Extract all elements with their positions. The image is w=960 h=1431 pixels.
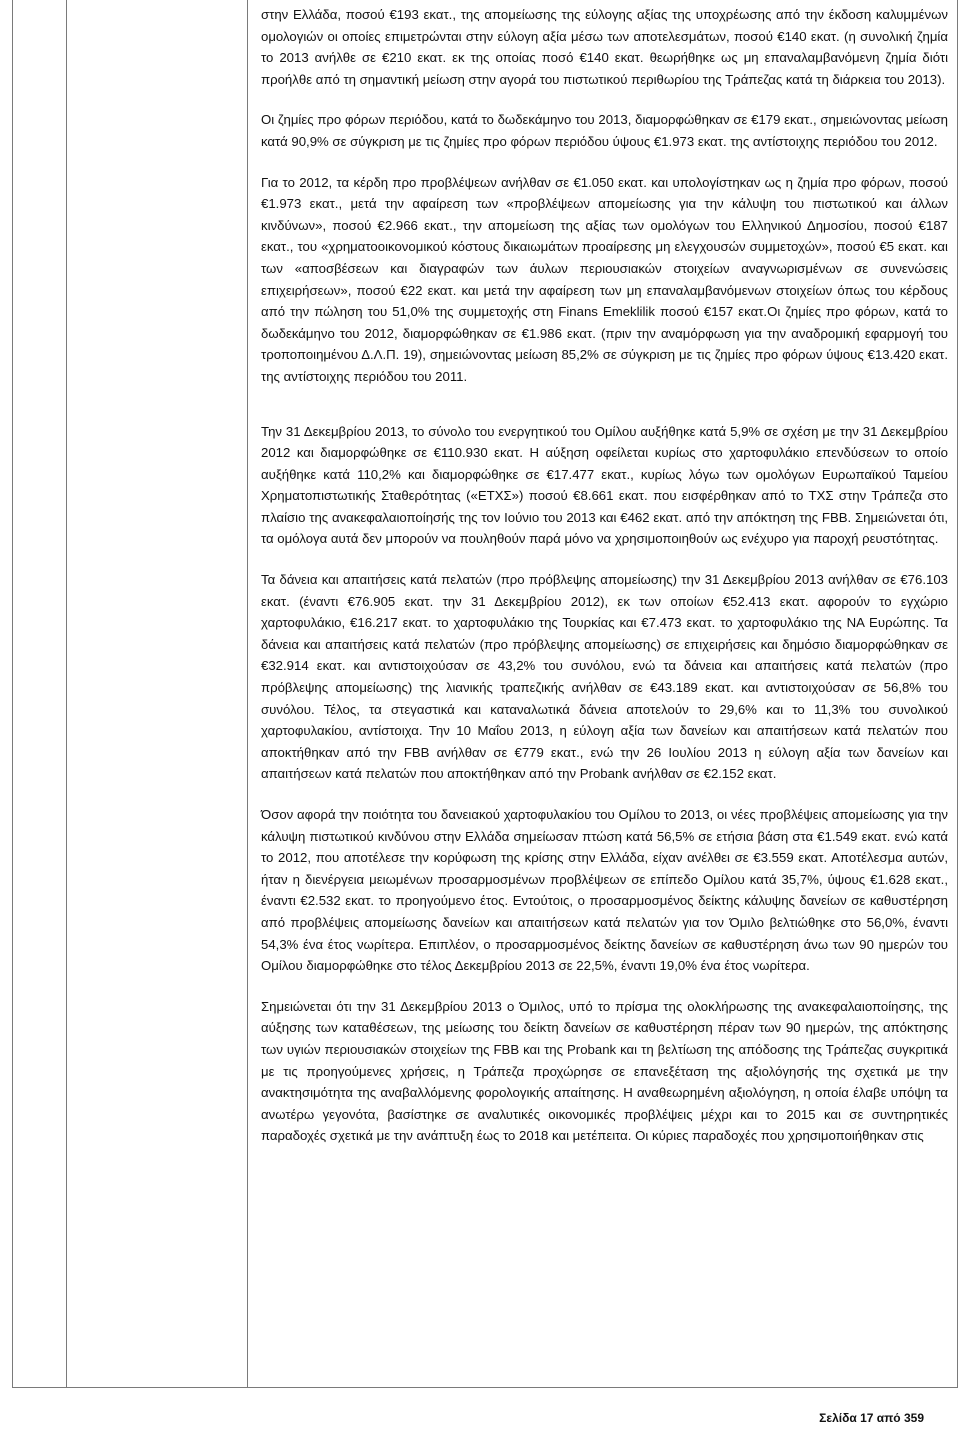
paragraph: Σημειώνεται ότι την 31 Δεκεμβρίου 2013 ο Όμιλος, υπό το πρίσμα της ολοκλήρωσης της ανακεφαλαιοποίησης, της αύξησης των καταθέσεων, της μείωσης του δείκτη δανείων σε καθυστέρηση πέραν των 90 ημερών, της απόκτησης των υγιών περιουσιακών στοιχείων της FBB και της Probank και τη βελτίωση της απόδοσης της Τράπεζας συγκριτικά με τις προηγούμενες χρήσεις, η Τράπεζα προχώρησε σε επανεξέταση της αξιολόγησής της σχετικά με την ανακτησιμότητα της αναβαλλόμενης φορολογικής απαίτησης. Η αναθεωρημένη αξιολόγηση, η οποία έλαβε υπόψη τα ανωτέρω γεγονότα, βασίστηκε σε αναλυτικές οικονομικές προβλέψεις μέχρι και το 2015 και σε συντηρητικές παραδοχές σχετικά με την ανάπτυξη έως το 2018 και μετέπειτα. Οι κύριες παραδοχές που χρησιμοποιήθηκαν στις — [261, 998, 948, 1144]
table-column-divider — [247, 0, 248, 1388]
paragraph: Όσον αφορά την ποιότητα του δανειακού χαρτοφυλακίου του Ομίλου το 2013, οι νέες προβλέψεις απομείωσης για την κάλυψη πιστωτικού κινδύνου στην Ελλάδα σημείωσαν πτώση κατά 56,5% σε ετήσια βάση στα €1.549 εκατ. ενώ κατά το 2012, που αποτέλεσε την κορύφωση της κρίσης στην Ελλάδα, είχαν ανέλθει σε €3.559 εκατ. Αποτέλεσμα αυτών, ήταν η διενέργεια μειωμένων προσαρμοσμένων προβλέψεων σε επίπεδο Ομίλου κατά 35,7%, ύψους €1.628 εκατ., έναντι €2.532 εκατ. το προηγούμενο έτος. Εντούτοις, ο προσαρμοσμένος δείκτης κάλυψης δανείων σε καθυστέρηση από προβλέψεις απομείωσης δανείων και απαιτήσεων κατά πελατών για τον Όμιλο βελτιώθηκε στο 56,0%, έναντι 54,3% ένα έτος νωρίτερα. Επιπλέον, ο προσαρμοσμένος δείκτης δανείων σε καθυστέρηση άνω των 90 ημερών του Ομίλου διαμορφώθηκε στο τέλος Δεκεμβρίου 2013 σε 22,5%, έναντι 19,0% ένα έτος νωρίτερα. — [261, 807, 948, 974]
table-border-bottom — [12, 1387, 958, 1388]
paragraph: Για το 2012, τα κέρδη προ προβλέψεων ανήλθαν σε €1.050 εκατ. και υπολογίστηκαν ως η ζημία προ φόρων, ποσού €1.973 εκατ., μετά την αφαίρεση των «προβλέψεων απομείωσης για την κάλυψη του πιστωτικού και άλλων κινδύνων», ποσού €2.966 εκατ., την απομείωση της αξίας των ομολόγων του Ελληνικού Δημοσίου, ποσού €187 εκατ., του «χρηματοοικονομικού κόστους δικαιωμάτων προαίρεσης μη ελεγχουσών συμμετοχών», ποσού €5 εκατ. και των «αποσβέσεων και διαγραφών των άυλων περιουσιακών στοιχείων αναγνωρισμένων σε συνενώσεις επιχειρήσεων», ποσού €22 εκατ. και μετά την αφαίρεση των μη επαναλαμβανόμενων στοιχείων όπως του κέρδους από την πώληση του 51,0% της συμμετοχής στη Finans Emeklilik ποσού €157 εκατ.Οι ζημίες προ φόρων, κατά το δωδεκάμηνο του 2012, διαμορφώθηκαν σε €1.986 εκατ. (πριν την αναμόρφωση για την αναδρομική εφαρμογή του τροποποιημένου Δ.Λ.Π. 19), σημειώνοντας μείωση 85,2% σε σύγκριση με τις ζημίες προ φόρων ύψους €13.420 εκατ. της αντίστοιχης περιόδου του 2011. — [261, 174, 948, 384]
table-column-divider — [66, 0, 67, 1388]
paragraph: Την 31 Δεκεμβρίου 2013, το σύνολο του ενεργητικού του Ομίλου αυξήθηκε κατά 5,9% σε σχέση με την 31 Δεκεμβρίου 2012 και διαμορφώθηκε σε €110.930 εκατ. Η αύξηση οφείλεται κυρίως στο χαρτοφυλάκιο επενδύσεων το οποίο αυξήθηκε κατά 110,2% και διαμορφώθηκε σε €17.477 εκατ., κυρίως λόγω των ομολόγων Ευρωπαϊκού Ταμείου Χρηματοπιστωτικής Σταθερότητας («ΕΤΧΣ») ποσού €8.661 εκατ. που εισφέρθηκαν από το ΤΧΣ στην Τράπεζα στο πλαίσιο της ανακεφαλαιοποίησής της τον Ιούνιο του 2013 και €462 εκατ. από την απόκτηση της FBB. Σημειώνεται ότι, τα ομόλογα αυτά δεν μπορούν να πουληθούν παρά μόνο να χρησιμοποιηθούν ως ενέχυρο για παροχή ρευστότητας. — [261, 423, 948, 547]
paragraph: στην Ελλάδα, ποσού €193 εκατ., της απομείωσης της εύλογης αξίας της υποχρέωσης από την έκδοση καλυμμένων ομολογιών οι οποίες επιμετρώνται στην εύλογη αξία μέσω των αποτελεσμάτων, ποσού €140 εκατ. (η συνολική ζημία το 2013 ανήλθε σε €210 εκατ. εκ της οποίας ποσό €140 εκατ. θεωρήθηκε ως μη επαναλαμβανόμενη ζημία διότι προήλθε από τη σημαντική μείωση στην αγορά του πιστωτικού περιθωρίου της Τράπεζας κατά τη διάρκεια του 2013). — [261, 7, 948, 87]
document-body — [261, 4, 948, 1166]
page-number: Σελίδα 17 από 359 — [819, 1411, 924, 1425]
table-border-left — [12, 0, 13, 1388]
table-border-right — [957, 0, 958, 1388]
paragraph: Τα δάνεια και απαιτήσεις κατά πελατών (προ πρόβλεψης απομείωσης) την 31 Δεκεμβρίου 2013 ανήλθαν σε €76.103 εκατ. (έναντι €76.905 εκατ. την 31 Δεκεμβρίου 2012), εκ των οποίων €52.413 εκατ. αφορούν το εγχώριο χαρτοφυλάκιο, €16.217 εκατ. το χαρτοφυλάκιο της Τουρκίας και €7.473 εκατ. το χαρτοφυλάκιο της ΝΑ Ευρώπης. Τα δάνεια και απαιτήσεις κατά πελατών (προ πρόβλεψης απομείωσης) σε επιχειρήσεις και δημόσιο διαμορφώθηκαν σε €32.914 εκατ. και αντιστοιχούσαν σε 43,2% του συνόλου, ενώ τα δάνεια και απαιτήσεις κατά πελατών (προ πρόβλεψης απομείωσης) της λιανικής τραπεζικής ανήλθαν σε €43.189 εκατ. και αντιστοιχούσαν σε 56,8% του συνόλου. Τέλος, τα στεγαστικά και καταναλωτικά δάνεια αποτελούν το 29,6% και το 11,3% του συνολικού χαρτοφυλακίου, αντίστοιχα. Την 10 Μαΐου 2013, η εύλογη αξία των δανείων και απαιτήσεων κατά πελατών που αποκτήθηκαν από την FBB ανήλθαν σε €779 εκατ., ενώ την 26 Ιουλίου 2013 η εύλογη αξία των δανείων και απαιτήσεων κατά πελατών που αποκτήθηκαν από την Probank ανήλθαν σε €2.152 εκατ. — [261, 572, 948, 782]
paragraph: Οι ζημίες προ φόρων περιόδου, κατά το δωδεκάμηνο του 2013, διαμορφώθηκαν σε €179 εκατ., σημειώνοντας μείωση κατά 90,9% σε σύγκριση με τις ζημίες προ φόρων περιόδου ύψους €1.973 εκατ. της αντίστοιχης περιόδου του 2012. — [261, 112, 948, 149]
